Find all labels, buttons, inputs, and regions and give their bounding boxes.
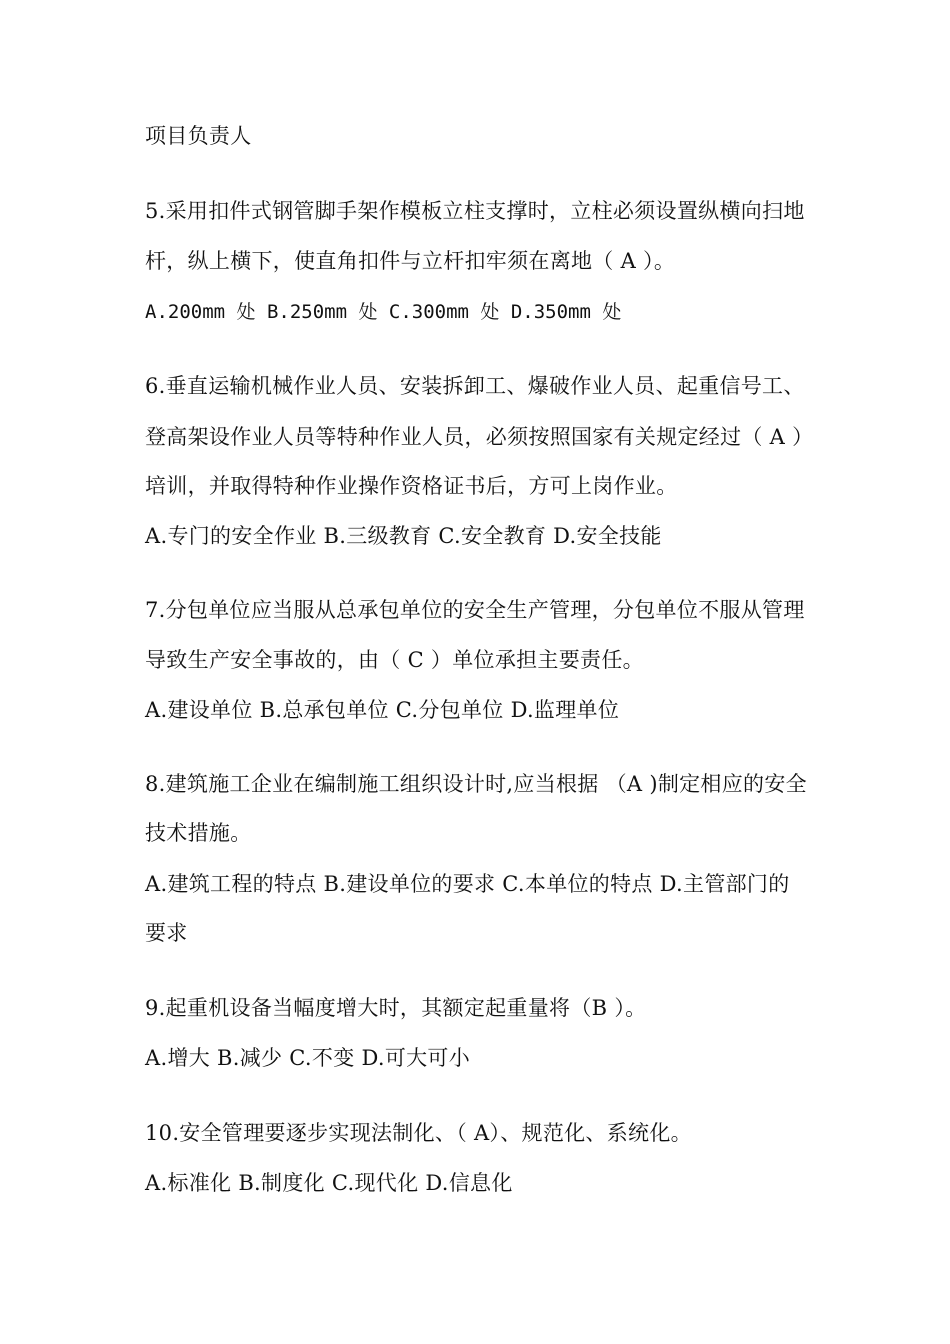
question-6-line-1: 6.垂直运输机械作业人员、安装拆卸工、爆破作业人员、起重信号工、	[145, 374, 805, 398]
question-5-line-1: 5.采用扣件式钢管脚手架作模板立柱支撑时，立柱必须设置纵横向扫地	[145, 199, 805, 223]
question-10-line-1: 10.安全管理要逐步实现法制化、（ A）、规范化、系统化。	[145, 1121, 692, 1145]
question-8-line-1: 8.建筑施工企业在编制施工组织设计时,应当根据 （A )制定相应的安全	[145, 772, 807, 796]
question-10-options: A.标准化 B.制度化 C.现代化 D.信息化	[145, 1171, 513, 1195]
question-7-line-1: 7.分包单位应当服从总承包单位的安全生产管理，分包单位不服从管理	[145, 598, 805, 622]
text-line-responsible-person: 项目负责人	[145, 124, 252, 148]
question-5-options: A.200mm 处 B.250mm 处 C.300mm 处 D.350mm 处	[145, 301, 622, 323]
question-9-line-1: 9.起重机设备当幅度增大时，其额定起重量将（B ）。	[145, 996, 647, 1020]
question-5-line-2: 杆，纵上横下，使直角扣件与立杆扣牢须在离地（ A ）。	[145, 249, 676, 273]
question-7-options: A.建设单位 B.总承包单位 C.分包单位 D.监理单位	[145, 698, 620, 722]
question-6-line-3: 培训，并取得特种作业操作资格证书后，方可上岗作业。	[145, 474, 678, 498]
question-8-line-2: 技术措施。	[145, 821, 252, 845]
question-7-line-2: 导致生产安全事故的，由（ C ）单位承担主要责任。	[145, 648, 644, 672]
question-6-options: A.专门的安全作业 B.三级教育 C.安全教育 D.安全技能	[145, 524, 662, 548]
question-8-options-line-2: 要求	[145, 921, 188, 945]
question-8-options-line-1: A.建筑工程的特点 B.建设单位的要求 C.本单位的特点 D.主管部门的	[145, 872, 790, 896]
question-9-options: A.增大 B.减少 C.不变 D.可大可小	[145, 1046, 471, 1070]
question-6-line-2: 登高架设作业人员等特种作业人员，必须按照国家有关规定经过（ A ）	[145, 425, 814, 449]
